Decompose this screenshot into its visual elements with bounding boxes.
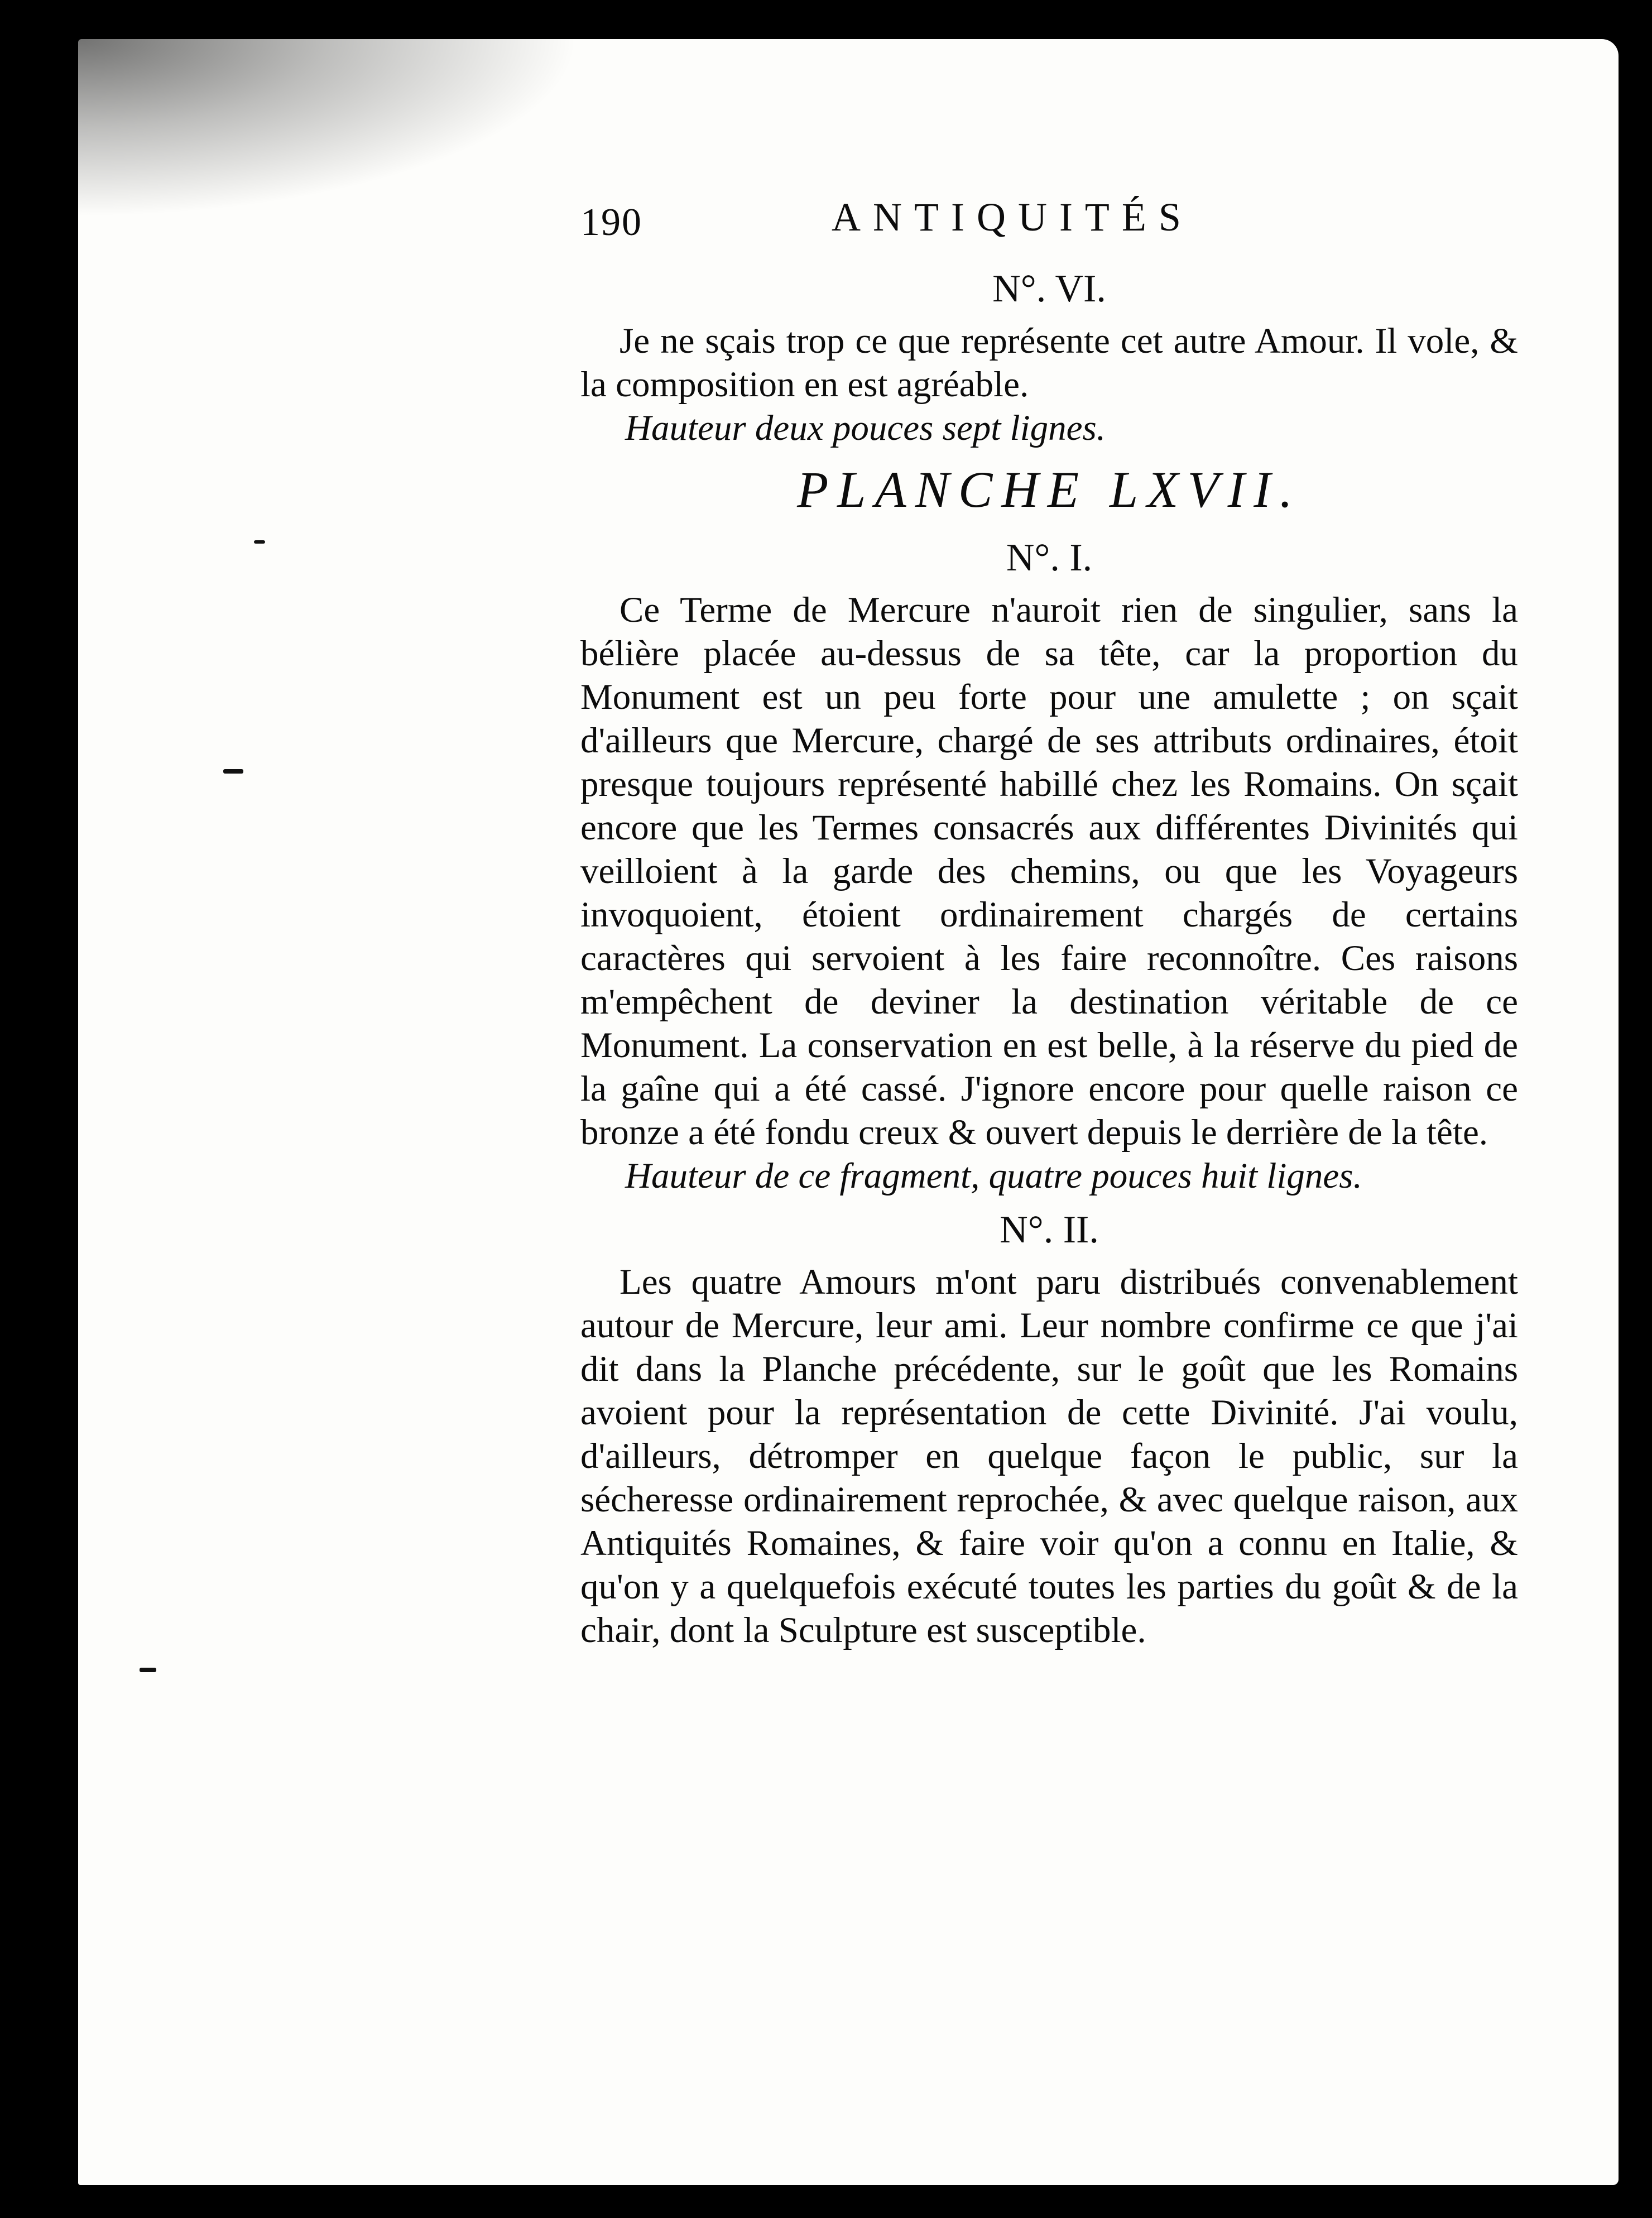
section-heading-vi: N°. VI. (992, 267, 1106, 310)
section-heading-ii: N°. II. (1000, 1208, 1099, 1251)
page-number: 190 (580, 201, 642, 244)
plate-heading: PLANCHE LXVII. (797, 461, 1302, 518)
paragraph-i: Ce Terme de Mercure n'auroit rien de singulier, sans la bélière placée au-dessus de sa tête, car la proportion du Monument est un peu forte pour une amulette ; on sçait d'ailleurs que Mercure, chargé de ses attributs ordinaires, étoit presque toujours représenté habillé chez les Romains. On sçait encore que les Termes consacrés aux différentes Divinités qui veilloient à la garde des chemins, ou que les Voyageurs invoquoient, étoient ordinairement chargés de certains caractères qui servoient à les faire reconnoître. Ces raisons m'empêchent de deviner la destination véritable de ce Monument. La conservation en est belle, à la réserve du pied de la gaîne qui a été cassé. J'ignore encore pour quelle raison ce bronze a été fondu creux & ouvert depuis le derrière de la tête. (580, 590, 1518, 1153)
height-note-i: Hauteur de ce fragment, quatre pouces huit lignes. (625, 1156, 1362, 1196)
height-note-vi: Hauteur deux pouces sept lignes. (625, 408, 1106, 448)
margin-mark (254, 540, 265, 544)
margin-mark (140, 1668, 156, 1672)
running-header (580, 195, 1518, 257)
section-heading-i: N°. I. (1006, 536, 1093, 579)
page-text (580, 195, 1518, 1652)
margin-mark (223, 769, 243, 774)
scan-shadow (78, 39, 580, 218)
paragraph-ii: Les quatre Amours m'ont paru distribués convenablement autour de Mercure, leur ami. Leur nombre confirme ce que j'ai dit dans la Planche précédente, sur le goût que les Romains avoient pour la représentation de cette Divinité. J'ai voulu, d'ailleurs, détromper en quelque façon le public, sur la sécheresse ordinairement reprochée, & avec quelque raison, aux Antiquités Romaines, & faire voir qu'on a connu en Italie, & qu'on y a quelquefois exécuté toutes les parties du goût & de la chair, dont la Sculpture est susceptible. (580, 1262, 1518, 1650)
paragraph-vi: Je ne sçais trop ce que représente cet autre Amour. Il vole, & la composition en est agréable. (580, 321, 1518, 405)
running-title: ANTIQUITÉS (832, 195, 1193, 239)
